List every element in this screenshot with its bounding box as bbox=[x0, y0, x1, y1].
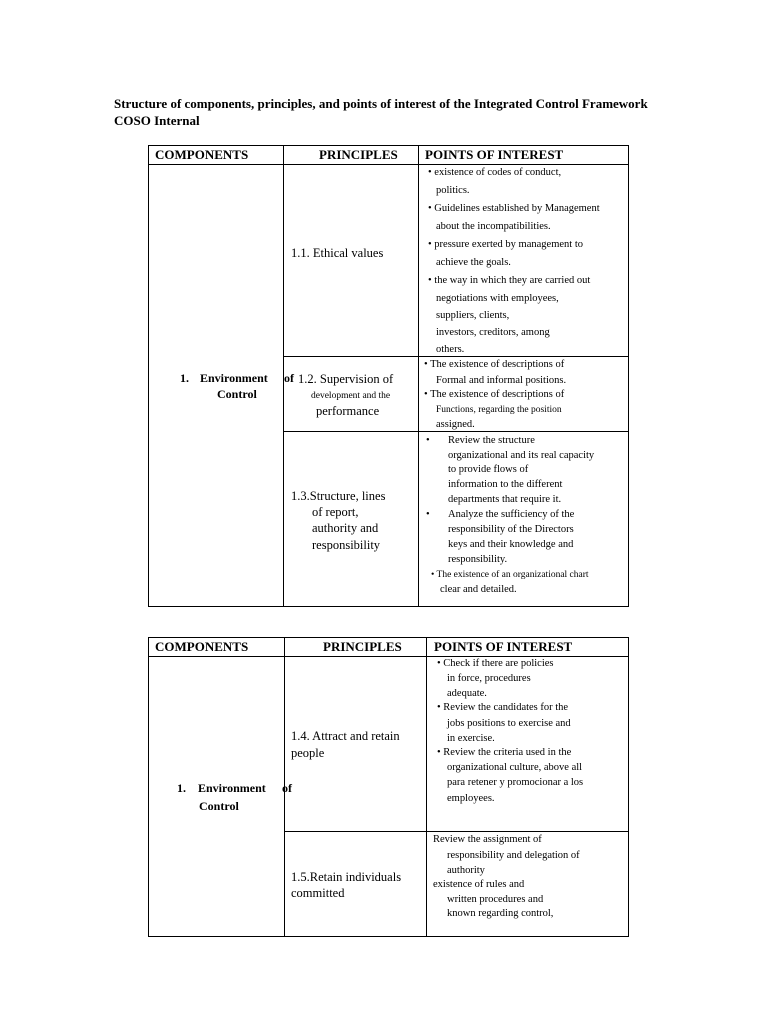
point-of-interest: jobs positions to exercise and bbox=[447, 718, 571, 729]
component-label: Control bbox=[217, 387, 257, 401]
point-of-interest: adequate. bbox=[447, 688, 487, 699]
header-principles: PRINCIPLES bbox=[323, 639, 402, 654]
component-label: Environment bbox=[200, 371, 268, 385]
point-of-interest: • Review the candidates for the bbox=[437, 702, 569, 713]
header-components: COMPONENTS bbox=[155, 147, 249, 162]
header-principles: PRINCIPLES bbox=[319, 147, 398, 162]
principle-label: 1.5.Retain individuals bbox=[291, 870, 402, 884]
point-of-interest: organizational culture, above all bbox=[447, 762, 583, 773]
point-of-interest: negotiations with employees, bbox=[436, 293, 559, 304]
point-of-interest: keys and their knowledge and bbox=[448, 539, 574, 550]
header-components: COMPONENTS bbox=[155, 639, 249, 654]
point-of-interest: • Guidelines established by Management bbox=[428, 203, 600, 214]
point-of-interest: • Review the criteria used in the bbox=[437, 747, 572, 758]
header-points-of-interest: POINTS OF INTEREST bbox=[425, 147, 564, 162]
column-divider bbox=[426, 638, 427, 936]
point-of-interest: clear and detailed. bbox=[440, 584, 517, 595]
header-points-of-interest: POINTS OF INTEREST bbox=[434, 639, 573, 654]
coso-table-1 bbox=[148, 145, 629, 607]
point-of-interest: information to the different bbox=[448, 479, 563, 490]
component-number: 1. bbox=[177, 781, 186, 795]
point-of-interest: • bbox=[426, 509, 430, 520]
title-line-1: Structure of components, principles, and points of interest of the Integrated Control Framework bbox=[114, 96, 648, 111]
point-of-interest: assigned. bbox=[436, 419, 475, 430]
point-of-interest: para retener y promocionar a los bbox=[447, 777, 584, 788]
point-of-interest: about the incompatibilities. bbox=[436, 221, 551, 232]
table-header bbox=[149, 638, 628, 657]
principle-label: 1.4. Attract and retain bbox=[291, 729, 400, 743]
point-of-interest: employees. bbox=[447, 793, 495, 804]
principle-label: responsibility bbox=[312, 538, 381, 552]
point-of-interest: • The existence of descriptions of bbox=[424, 389, 565, 400]
point-of-interest: • Check if there are policies bbox=[437, 658, 554, 669]
point-of-interest: investors, creditors, among bbox=[436, 327, 550, 338]
point-of-interest: written procedures and bbox=[447, 894, 544, 905]
document-title bbox=[114, 95, 648, 129]
principle-label: development and the bbox=[311, 391, 391, 401]
point-of-interest: Analyze the sufficiency of the bbox=[448, 509, 575, 520]
point-of-interest: authority bbox=[447, 865, 485, 876]
point-of-interest: known regarding control, bbox=[447, 908, 554, 919]
point-of-interest: in exercise. bbox=[447, 733, 495, 744]
point-of-interest: existence of rules and bbox=[433, 879, 525, 890]
point-of-interest: • pressure exerted by management to bbox=[428, 239, 583, 250]
point-of-interest: achieve the goals. bbox=[436, 257, 511, 268]
component-label: Control bbox=[199, 799, 239, 813]
principle-label: authority and bbox=[312, 521, 379, 535]
component-number: 1. bbox=[180, 371, 189, 385]
principle-label: people bbox=[291, 746, 325, 760]
point-of-interest: others. bbox=[436, 344, 465, 355]
principle-label: of report, bbox=[312, 505, 359, 519]
principle-label: committed bbox=[291, 886, 345, 900]
column-divider bbox=[418, 146, 419, 606]
principle-label: 1.1. Ethical values bbox=[291, 246, 384, 260]
principle-label: 1.2. Supervision of bbox=[298, 372, 394, 386]
point-of-interest: • the way in which they are carried out bbox=[428, 275, 591, 286]
point-of-interest: in force, procedures bbox=[447, 673, 531, 684]
point-of-interest: Review the structure bbox=[448, 435, 535, 446]
point-of-interest: • The existence of descriptions of bbox=[424, 359, 565, 370]
point-of-interest: • bbox=[426, 435, 430, 446]
point-of-interest: responsibility and delegation of bbox=[447, 850, 580, 861]
point-of-interest: Functions, regarding the position bbox=[436, 405, 562, 415]
component-label: of bbox=[284, 371, 294, 385]
point-of-interest: Review the assignment of bbox=[433, 834, 542, 845]
component-label: of bbox=[282, 781, 292, 795]
point-of-interest: organizational and its real capacity bbox=[448, 450, 595, 461]
point-of-interest: to provide flows of bbox=[448, 464, 529, 475]
principle-label: 1.3.Structure, lines bbox=[291, 489, 386, 503]
title-line-2: COSO Internal bbox=[114, 113, 200, 128]
point-of-interest: responsibility. bbox=[448, 554, 508, 565]
point-of-interest: responsibility of the Directors bbox=[448, 524, 574, 535]
component-label: Environment bbox=[198, 781, 266, 795]
point-of-interest: • The existence of an organizational chart bbox=[431, 570, 589, 580]
point-of-interest: politics. bbox=[436, 185, 470, 196]
principle-label: performance bbox=[316, 404, 380, 418]
table-header bbox=[149, 146, 628, 165]
point-of-interest: departments that require it. bbox=[448, 494, 562, 505]
point-of-interest: Formal and informal positions. bbox=[436, 375, 567, 386]
coso-table-2 bbox=[148, 637, 629, 937]
point-of-interest: suppliers, clients, bbox=[436, 310, 510, 321]
point-of-interest: • existence of codes of conduct, bbox=[428, 167, 562, 178]
